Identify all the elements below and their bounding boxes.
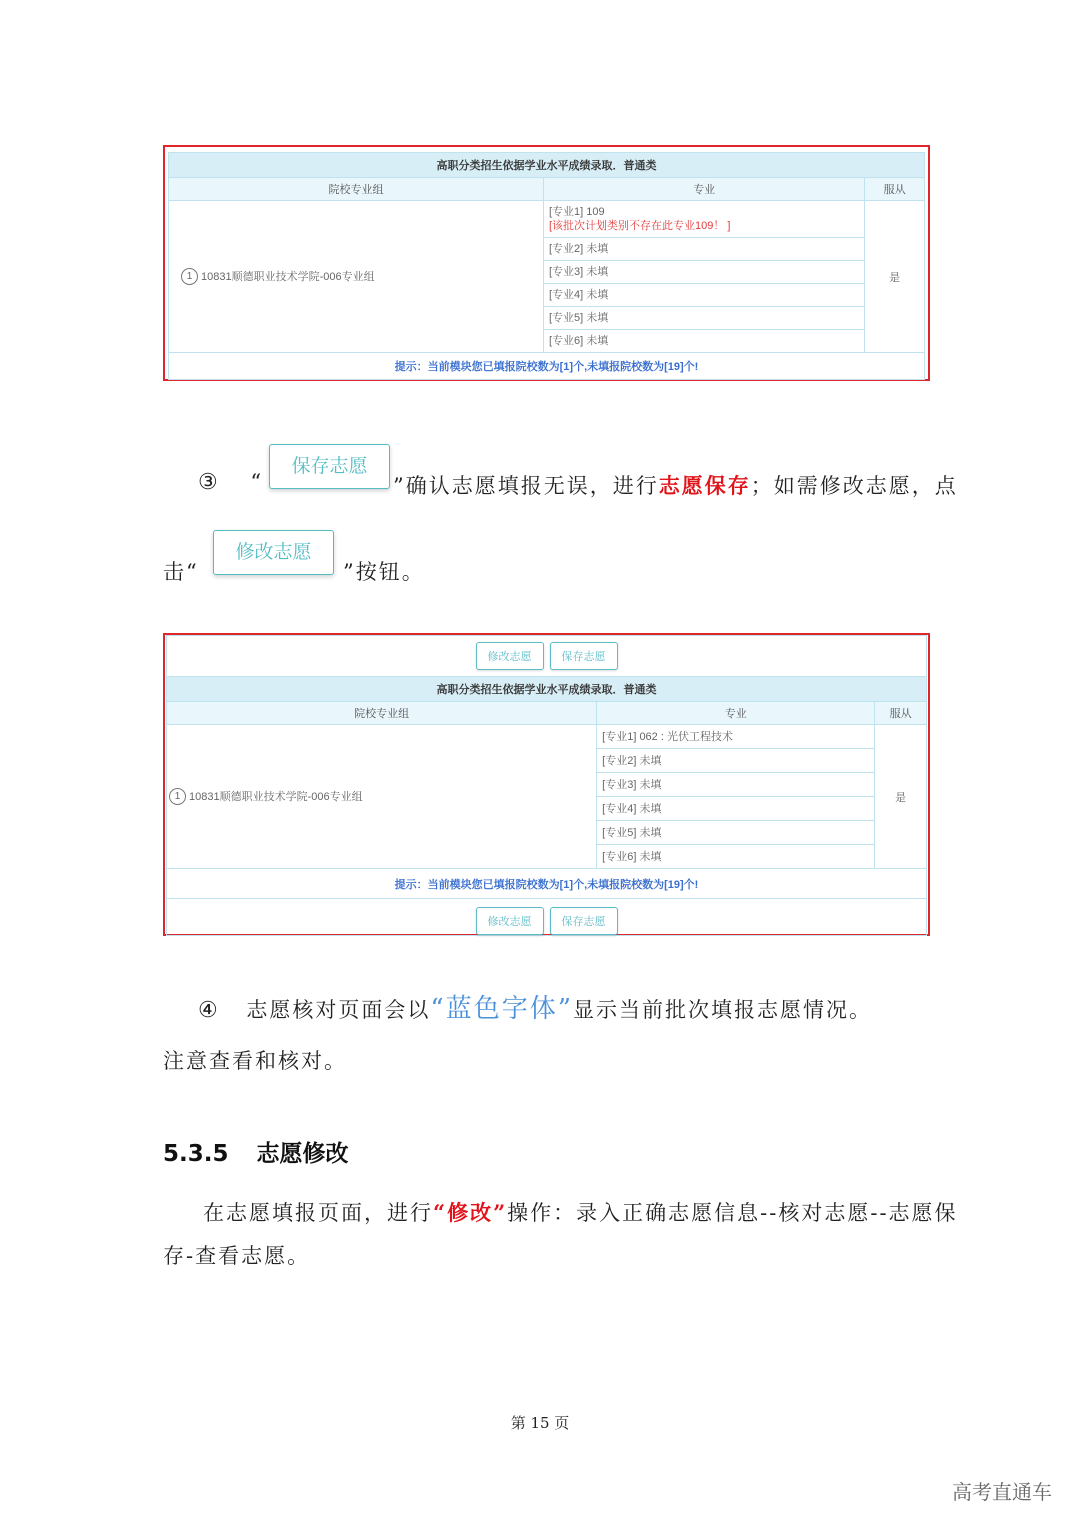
modify-volunteer-button-bottom[interactable]: 修改志愿 [476, 907, 544, 935]
step4-line-2: 注意查看和核对。 [163, 1049, 347, 1073]
major-cell-1 [543, 201, 864, 238]
major-cell-5: [专业5] 未填 [597, 821, 875, 845]
top-button-bar [167, 636, 927, 677]
step4-number: ④ [198, 998, 220, 1023]
column-header-obey: 服从 [875, 702, 927, 725]
school-group-name: 10831顺德职业技术学院-006专业组 [201, 270, 375, 283]
major-cell-3: [专业3] 未填 [543, 261, 864, 284]
step4-line-1 [198, 988, 872, 1025]
obey-cell: 是 [865, 201, 925, 353]
column-header-group: 院校专业组 [167, 702, 597, 725]
para-text-1: 在志愿填报页面，进行 [203, 1201, 433, 1225]
school-group-cell [169, 201, 544, 353]
volunteer-table-1 [168, 152, 925, 380]
school-group-name: 10831顺德职业技术学院-006专业组 [189, 790, 363, 803]
open-quote: “ [250, 470, 264, 494]
section-para-line-1 [203, 1197, 958, 1227]
section-para-line-2: 存-查看志愿。 [163, 1244, 311, 1268]
screenshot-frame-1 [163, 145, 930, 381]
save-volunteer-button-top[interactable]: 保存志愿 [550, 642, 618, 670]
major-label: [专业1] 109 [548, 206, 605, 218]
major-warning: [该批次计划类别不存在此专业109！ ] [548, 220, 731, 232]
step4-text-2: 显示当前批次填报志愿情况。 [573, 998, 873, 1022]
volunteer-table-2 [166, 635, 927, 936]
obey-cell: 是 [875, 725, 927, 869]
screenshot-frame-2 [163, 633, 930, 936]
step4-text-1: 志愿核对页面会以 [246, 998, 431, 1022]
step3-line-1-rest [393, 470, 958, 500]
index-circle: 1 [181, 268, 198, 285]
step3-line-2-end: ”按钮。 [343, 560, 425, 584]
step3-text-1: ”确认志愿填报无误，进行 [393, 474, 659, 498]
step3-red-text: 志愿保存 [658, 473, 751, 498]
modify-volunteer-button[interactable]: 修改志愿 [213, 530, 334, 575]
step3-text-2: ；如需修改志愿，点 [750, 474, 958, 498]
major-cell-4: [专业4] 未填 [597, 797, 875, 821]
step4-blue-text: “蓝色字体” [430, 994, 574, 1024]
para-text-2: 操作：录入正确志愿信息--核对志愿--志愿保 [507, 1201, 958, 1225]
major-cell-3: [专业3] 未填 [597, 773, 875, 797]
save-volunteer-button-bottom[interactable]: 保存志愿 [550, 907, 618, 935]
section-heading [163, 1135, 349, 1168]
hint-text: 提示：当前模块您已填报院校数为[1]个,未填报院校数为[19]个! [169, 353, 925, 380]
section-title: 志愿修改 [256, 1141, 349, 1167]
major-cell-2: [专业2] 未填 [543, 238, 864, 261]
step3-line-1 [198, 470, 263, 495]
index-circle: 1 [169, 788, 186, 805]
save-volunteer-button[interactable]: 保存志愿 [269, 444, 390, 489]
school-group-cell [167, 725, 597, 869]
hint-text: 提示：当前模块您已填报院校数为[1]个,未填报院校数为[19]个! [167, 869, 927, 899]
step3-number: ③ [198, 470, 220, 495]
section-number: 5.3.5 [163, 1141, 229, 1167]
step3-line-2-start: 击“ [163, 560, 199, 584]
column-header-group: 院校专业组 [169, 178, 544, 201]
major-cell-4: [专业4] 未填 [543, 284, 864, 307]
column-header-obey: 服从 [865, 178, 925, 201]
page-number: 第 15 页 [510, 1414, 570, 1432]
major-cell-1: [专业1] 062 : 光伏工程技术 [597, 725, 875, 749]
major-cell-2: [专业2] 未填 [597, 749, 875, 773]
table-title: 高职分类招生依据学业水平成绩录取．普通类 [169, 153, 925, 178]
table-title: 高职分类招生依据学业水平成绩录取．普通类 [167, 677, 927, 702]
major-cell-6: [专业6] 未填 [597, 845, 875, 869]
column-header-major: 专业 [543, 178, 864, 201]
major-cell-5: [专业5] 未填 [543, 307, 864, 330]
column-header-major: 专业 [597, 702, 875, 725]
major-cell-6: [专业6] 未填 [543, 330, 864, 353]
watermark: 高考直通车 [952, 1480, 1052, 1504]
modify-volunteer-button-top[interactable]: 修改志愿 [476, 642, 544, 670]
para-red-text: “修改” [433, 1200, 508, 1225]
bottom-button-bar [167, 899, 927, 936]
